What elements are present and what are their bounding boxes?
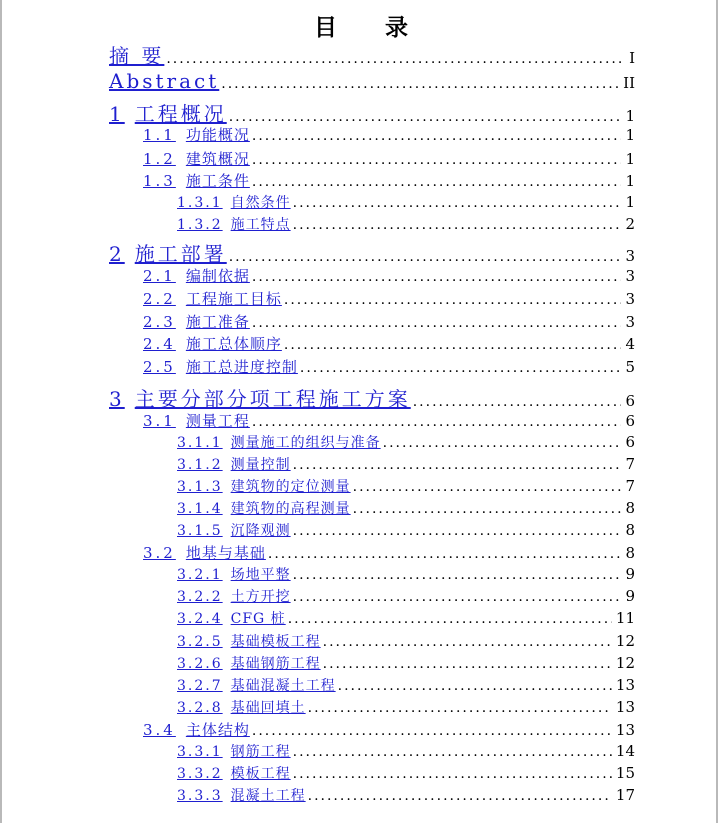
- toc-page-number: 9: [625, 565, 635, 583]
- toc-entry-number: 1.2: [143, 150, 176, 168]
- toc-dot-leader: [284, 337, 622, 353]
- toc-dot-leader: [293, 523, 622, 539]
- toc-entry-link[interactable]: [143, 148, 250, 169]
- toc-entry-text: 基础钢筋工程: [230, 656, 321, 672]
- toc-entry-link[interactable]: [143, 170, 250, 191]
- toc-dot-leader: [252, 414, 622, 430]
- toc-entry-link[interactable]: [177, 454, 291, 474]
- toc-dot-leader: [293, 195, 622, 211]
- toc-entry[interactable]: [177, 785, 635, 805]
- toc-entry[interactable]: [143, 356, 635, 377]
- toc-entry-text: 测量施工的组织与准备: [230, 435, 381, 451]
- toc-dot-leader: [229, 109, 622, 125]
- toc-entry-number: 3.2: [143, 544, 176, 562]
- toc-entry-number: 3.2.5: [177, 634, 223, 650]
- toc-page-number: 4: [625, 335, 635, 353]
- toc-page-number: 13: [615, 721, 635, 739]
- toc-entry-number: 3.2.8: [177, 700, 223, 716]
- toc-dot-leader: [323, 656, 612, 672]
- toc-entry-link[interactable]: [177, 631, 321, 651]
- toc-entry-text: 工程施工目标: [185, 290, 282, 308]
- toc-entry-number: 1.1: [143, 126, 176, 144]
- toc-entry-link[interactable]: [177, 586, 291, 606]
- toc-entry[interactable]: [177, 697, 635, 717]
- toc-dot-leader: [308, 700, 612, 716]
- toc-entry-number: 3.3.2: [177, 766, 223, 782]
- toc-entry-text: 建筑物的高程测量: [230, 501, 351, 517]
- toc-entry-text: 编制依据: [185, 267, 250, 285]
- toc-entry[interactable]: [177, 653, 635, 673]
- toc-entry[interactable]: [143, 311, 635, 332]
- toc-page-number: 8: [625, 499, 635, 517]
- toc-entry-text: Abstract: [109, 69, 220, 93]
- toc-entry-link[interactable]: [177, 498, 351, 518]
- toc-entry-number: 3.1.4: [177, 501, 223, 517]
- toc-entry-number: 3.1.3: [177, 479, 223, 495]
- toc-entry-number: 3.2.4: [177, 611, 223, 627]
- toc-entry-link[interactable]: [177, 741, 291, 761]
- toc-dot-leader: [252, 128, 622, 144]
- toc-page-number: 7: [625, 455, 635, 473]
- toc-entry-link[interactable]: [177, 432, 381, 452]
- toc-entry[interactable]: [177, 586, 635, 606]
- toc-entry[interactable]: [109, 383, 635, 412]
- toc-dot-leader: [353, 479, 622, 495]
- toc-dot-leader: [166, 51, 625, 67]
- toc-entry-number: 3: [109, 387, 125, 411]
- toc-dot-leader: [293, 457, 622, 473]
- toc-entry[interactable]: [177, 192, 635, 212]
- toc-entry-link[interactable]: [177, 214, 291, 234]
- page-left-edge: [0, 0, 2, 823]
- toc-page-number: 8: [625, 544, 635, 562]
- toc-entry-text: 摘 要: [109, 44, 165, 68]
- toc-entry-text: 场地平整: [230, 567, 291, 583]
- toc-entry-link[interactable]: [109, 40, 164, 69]
- toc-dot-leader: [252, 152, 622, 168]
- toc-page-number: 9: [625, 587, 635, 605]
- toc-page-number: 6: [625, 412, 635, 430]
- toc-entry-link[interactable]: [109, 98, 227, 127]
- toc-entry-text: 主要分部分项工程施工方案: [134, 387, 411, 411]
- toc-entry-number: 1.3.2: [177, 217, 223, 233]
- toc-entry[interactable]: [143, 265, 635, 286]
- toc-entry[interactable]: [177, 631, 635, 651]
- toc-entry-text: 施工总进度控制: [185, 358, 298, 376]
- toc-entry-link[interactable]: [109, 69, 219, 93]
- toc-dot-leader: [229, 249, 622, 265]
- toc-entry-text: 沉降观测: [230, 523, 291, 539]
- toc-entry-text: 基础混凝土工程: [230, 678, 336, 694]
- toc-entry[interactable]: [177, 608, 635, 628]
- toc-page-number: 1: [625, 150, 635, 168]
- toc-entry-text: 施工部署: [134, 242, 227, 266]
- toc-entry-link[interactable]: [143, 265, 250, 286]
- toc-page-number: 13: [615, 698, 635, 716]
- toc-dot-leader: [252, 174, 622, 190]
- toc-entry-link[interactable]: [143, 410, 250, 431]
- toc-dot-leader: [308, 788, 612, 804]
- toc-entry-text: 施工总体顺序: [185, 335, 282, 353]
- toc-entry-link[interactable]: [109, 383, 411, 412]
- toc-entry[interactable]: [143, 333, 635, 354]
- toc-entry-link[interactable]: [143, 542, 266, 563]
- toc-entry[interactable]: [143, 719, 635, 740]
- toc-entry-link[interactable]: [177, 785, 306, 805]
- toc-page-number: 3: [625, 313, 635, 331]
- toc-page-number: 15: [615, 764, 635, 782]
- toc-entry-number: 3.1.2: [177, 457, 223, 473]
- toc-entry[interactable]: [177, 564, 635, 584]
- toc-page-number: II: [623, 74, 635, 92]
- toc-dot-leader: [293, 567, 622, 583]
- toc-entry-link[interactable]: [177, 608, 286, 628]
- toc-entry-text: 模板工程: [230, 766, 291, 782]
- toc-entry-number: 3.3.1: [177, 744, 223, 760]
- toc-entry-text: 施工条件: [185, 172, 250, 190]
- toc-dot-leader: [293, 766, 612, 782]
- toc-entry[interactable]: [177, 214, 635, 234]
- toc-dot-leader: [293, 217, 622, 233]
- toc-page-number: 14: [615, 742, 635, 760]
- toc-entry-link[interactable]: [177, 653, 321, 673]
- toc-entry-link[interactable]: [109, 238, 227, 267]
- toc-entry[interactable]: [177, 454, 635, 474]
- toc-entry[interactable]: [177, 520, 635, 540]
- toc-entry-text: 建筑概况: [185, 150, 250, 168]
- toc-entry-number: 3.3.3: [177, 788, 223, 804]
- toc-entry[interactable]: [109, 69, 635, 93]
- toc-entry-number: 2.3: [143, 313, 176, 331]
- toc-page-number: 1: [625, 193, 635, 211]
- toc-entry-link[interactable]: [177, 675, 336, 695]
- toc-page-number: 3: [625, 267, 635, 285]
- toc-entry[interactable]: [177, 476, 635, 496]
- toc-page-number: I: [629, 49, 635, 67]
- toc-entry-number: 3.1: [143, 412, 176, 430]
- toc-entry-number: 3.2.2: [177, 589, 223, 605]
- toc-entry[interactable]: [143, 124, 635, 145]
- toc-entry-number: 1.3.1: [177, 195, 223, 211]
- toc-entry-number: 3.4: [143, 721, 176, 739]
- toc-page-number: 1: [625, 172, 635, 190]
- toc-entry-text: 自然条件: [230, 195, 291, 211]
- toc-entry-text: 钢筋工程: [230, 744, 291, 760]
- toc-entry[interactable]: [143, 410, 635, 431]
- toc-dot-leader: [323, 634, 612, 650]
- toc-page-number: 17: [615, 786, 635, 804]
- toc-dot-leader: [293, 744, 612, 760]
- toc-page-number: 1: [625, 107, 635, 125]
- toc-entry-text: 混凝土工程: [230, 788, 306, 804]
- toc-page-number: 5: [625, 358, 635, 376]
- toc-entry-text: 测量控制: [230, 457, 291, 473]
- toc-entry[interactable]: [143, 170, 635, 191]
- toc-entry-number: 3.1.1: [177, 435, 223, 451]
- toc-entry-text: 基础回填土: [230, 700, 306, 716]
- toc-dot-leader: [221, 76, 619, 92]
- toc-dot-leader: [413, 394, 622, 410]
- toc-page-number: 11: [615, 609, 635, 627]
- toc-entry-number: 2.4: [143, 335, 176, 353]
- toc-entry-text: 工程概况: [134, 102, 227, 126]
- toc-entry[interactable]: [109, 238, 635, 267]
- toc-page-number: 2: [625, 215, 635, 233]
- toc-page-number: 13: [615, 676, 635, 694]
- toc-entry-number: 2.1: [143, 267, 176, 285]
- toc-entry-text: 主体结构: [185, 721, 250, 739]
- toc-entry[interactable]: [177, 498, 635, 518]
- toc-entry[interactable]: [177, 432, 635, 452]
- toc-dot-leader: [293, 589, 622, 605]
- toc-page-number: 12: [615, 632, 635, 650]
- toc-dot-leader: [300, 360, 622, 376]
- toc-entry-text: 建筑物的定位测量: [230, 479, 351, 495]
- toc-entry[interactable]: [143, 542, 635, 563]
- toc-entry[interactable]: [109, 40, 635, 69]
- toc-entry[interactable]: [143, 148, 635, 169]
- toc-entry-link[interactable]: [177, 520, 291, 540]
- toc-entry-text: 基础模板工程: [230, 634, 321, 650]
- toc-page-number: 7: [625, 477, 635, 495]
- toc-dot-leader: [252, 269, 622, 285]
- toc-page-number: 8: [625, 521, 635, 539]
- toc-entry-link[interactable]: [143, 124, 250, 145]
- toc-dot-leader: [268, 546, 622, 562]
- toc-entry-number: 3.1.5: [177, 523, 223, 539]
- toc-entry-number: 1: [109, 102, 125, 126]
- toc-entry-text: 测量工程: [185, 412, 250, 430]
- toc-entry-text: 土方开挖: [230, 589, 291, 605]
- toc-entry-link[interactable]: [177, 476, 351, 496]
- toc-page-number: 6: [625, 392, 635, 410]
- toc-title: 目 录: [313, 14, 428, 41]
- toc-entry-text: CFG 桩: [230, 611, 286, 627]
- toc-entry-link[interactable]: [143, 356, 298, 377]
- toc-dot-leader: [353, 501, 622, 517]
- toc-entry-link[interactable]: [177, 763, 291, 783]
- toc-entry-text: 施工特点: [230, 217, 291, 233]
- toc-entry-link[interactable]: [177, 192, 291, 212]
- toc-page-number: 3: [625, 247, 635, 265]
- toc-entry-number: 3.2.7: [177, 678, 223, 694]
- toc-page-number: 6: [625, 433, 635, 451]
- toc-dot-leader: [338, 678, 612, 694]
- toc-entry[interactable]: [143, 288, 635, 309]
- toc-entry-link[interactable]: [143, 719, 250, 740]
- toc-entry-number: 1.3: [143, 172, 176, 190]
- toc-dot-leader: [284, 292, 622, 308]
- toc-entry-number: 3.2.6: [177, 656, 223, 672]
- toc-entry-number: 2.2: [143, 290, 176, 308]
- toc-entry-number: 2: [109, 242, 125, 266]
- toc-entry-text: 地基与基础: [185, 544, 266, 562]
- toc-entry-link[interactable]: [143, 311, 250, 332]
- toc-dot-leader: [383, 435, 622, 451]
- toc-entry-link[interactable]: [143, 333, 282, 354]
- toc-dot-leader: [252, 315, 622, 331]
- toc-entry-link[interactable]: [143, 288, 282, 309]
- toc-entry[interactable]: [177, 675, 635, 695]
- toc-entry-number: 2.5: [143, 358, 176, 376]
- toc-entry[interactable]: [177, 741, 635, 761]
- toc-entry-text: 功能概况: [185, 126, 250, 144]
- toc-page-number: 3: [625, 290, 635, 308]
- toc-entry-text: 施工准备: [185, 313, 250, 331]
- toc-entry-link[interactable]: [177, 697, 306, 717]
- toc-entry-number: 3.2.1: [177, 567, 223, 583]
- toc-dot-leader: [252, 723, 612, 739]
- toc-page-number: 1: [625, 126, 635, 144]
- toc-dot-leader: [288, 611, 612, 627]
- toc-entry[interactable]: [177, 763, 635, 783]
- toc-entry[interactable]: [109, 98, 635, 127]
- toc-page-number: 12: [615, 654, 635, 672]
- toc-entry-link[interactable]: [177, 564, 291, 584]
